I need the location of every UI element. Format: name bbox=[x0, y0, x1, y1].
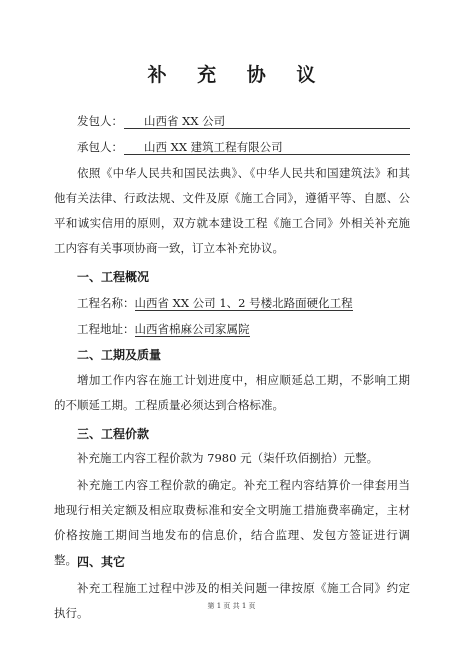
document-title: 补 充 协 议 bbox=[147, 64, 328, 86]
section-heading-overview: 一、工程概况 bbox=[77, 270, 150, 284]
schedule-paragraph: 增加工作内容在施工计划进度中，相应顺延总工期，不影响工期的不顺延工期。工程质量必须达到合格标准。 bbox=[54, 373, 410, 412]
project-name-row bbox=[77, 295, 353, 311]
project-address-value: 山西省棉麻公司家属院 bbox=[134, 322, 250, 336]
employer-row bbox=[77, 113, 226, 129]
section-heading-price: 三、工程价款 bbox=[77, 427, 150, 441]
price-paragraph: 补充施工内容工程价款为 7980 元（柒仟玖佰捌拾）元整。 bbox=[77, 451, 379, 465]
contractor-row bbox=[77, 139, 283, 155]
employer-value: 山西省 XX 公司 bbox=[124, 113, 410, 129]
project-address-label: 工程地址： bbox=[77, 322, 135, 336]
employer-label: 发包人： bbox=[77, 114, 123, 128]
section-heading-other: 四、其它 bbox=[77, 555, 126, 569]
other-paragraph: 补充工程施工过程中涉及的相关问题一律按原《施工合同》约定执行。 bbox=[54, 581, 410, 620]
contractor-label: 承包人： bbox=[77, 140, 123, 154]
intro-paragraph: 依照《中华人民共和国民法典》、《中华人民共和国建筑法》和其他有关法律、行政法规、文件及原《施工合同》，遵循平等、自愿、公平和诚实信用的原则，双方就本建设工程《施工合同》外相关补充施工内容有关事项协商一致，订立本补充协议。 bbox=[54, 166, 410, 255]
project-name-value: 山西省 XX 公司 1、2 号楼北路面硬化工程 bbox=[134, 296, 353, 310]
page-footer: 第 1 页 共 1 页 bbox=[207, 602, 256, 610]
project-name-label: 工程名称： bbox=[77, 296, 135, 310]
project-address-row bbox=[77, 321, 250, 337]
contractor-value: 山西 XX 建筑工程有限公司 bbox=[124, 139, 410, 155]
price-method-paragraph: 补充施工内容工程价款的确定。补充工程内容结算价一律套用当地现行相关定额及相应取费标准和安全文明施工措施费率确定，主材价格按施工期间当地发布的信息价，结合监理、发包方签证进行调整。 bbox=[54, 478, 410, 567]
section-heading-schedule: 二、工期及质量 bbox=[77, 348, 162, 362]
